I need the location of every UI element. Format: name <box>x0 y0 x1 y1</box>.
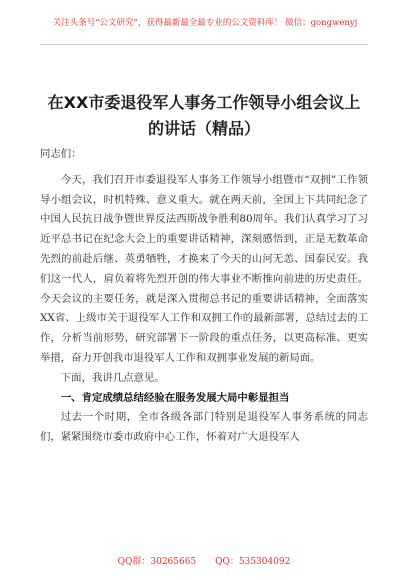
body-paragraph: 过去一个时期，全市各级各部门特别是退役军人事务系统的同志们，紧紧围绕市委市政府中心工作，怀着对广大退役军人 <box>40 411 368 444</box>
document-title: 在XX市委退役军人事务工作领导小组会议上的讲话（精品） <box>47 93 361 138</box>
footer-qq-group: QQ群：30265665 <box>117 557 197 567</box>
header-divider <box>40 44 368 45</box>
document-body <box>40 145 368 448</box>
salutation: 同志们： <box>40 148 82 160</box>
body-paragraph: 今天，我们召开市委退役军人事务工作领导小组暨市“双拥”工作领导小组会议，时机特殊、意义重大。就在两天前，全国上下共同纪念了中国人民抗日战争暨世界反法西斯战争胜利80周年。我们认真学习了习近平总书记在纪念大会上的重要讲话精神，深刻感悟到，正是无数革命先烈的前赴后继、英勇牺牲，才换来了今天的山河无恙、国泰民安。我们这一代人，肩负着将先烈开创的伟大事业不断推向前进的历史责任。今天会议的主要任务，就是深入贯彻总书记的重要讲话精神，全面落实XX省、上级市关于退役军人工作和双拥工作的最新部署，总结过去的工作，分析当前形势，研究部署下一阶段的重点任务，以更高标准、更实举措，奋力开创我市退役军人工作和双拥事业发展的新局面。 <box>40 173 368 364</box>
body-paragraph: 下面，我讲几点意见。 <box>60 371 165 384</box>
section-heading: 一、肯定成绩总结经验在服务发展大局中彰显担当 <box>60 391 290 404</box>
footer-contact <box>0 554 408 567</box>
header-promo-note: 关注头条号“公文研究”，获得最新最全最专业的公文资料库！ 微信：gongwenyj <box>52 18 358 28</box>
footer-qq: QQ：535304092 <box>215 557 291 567</box>
